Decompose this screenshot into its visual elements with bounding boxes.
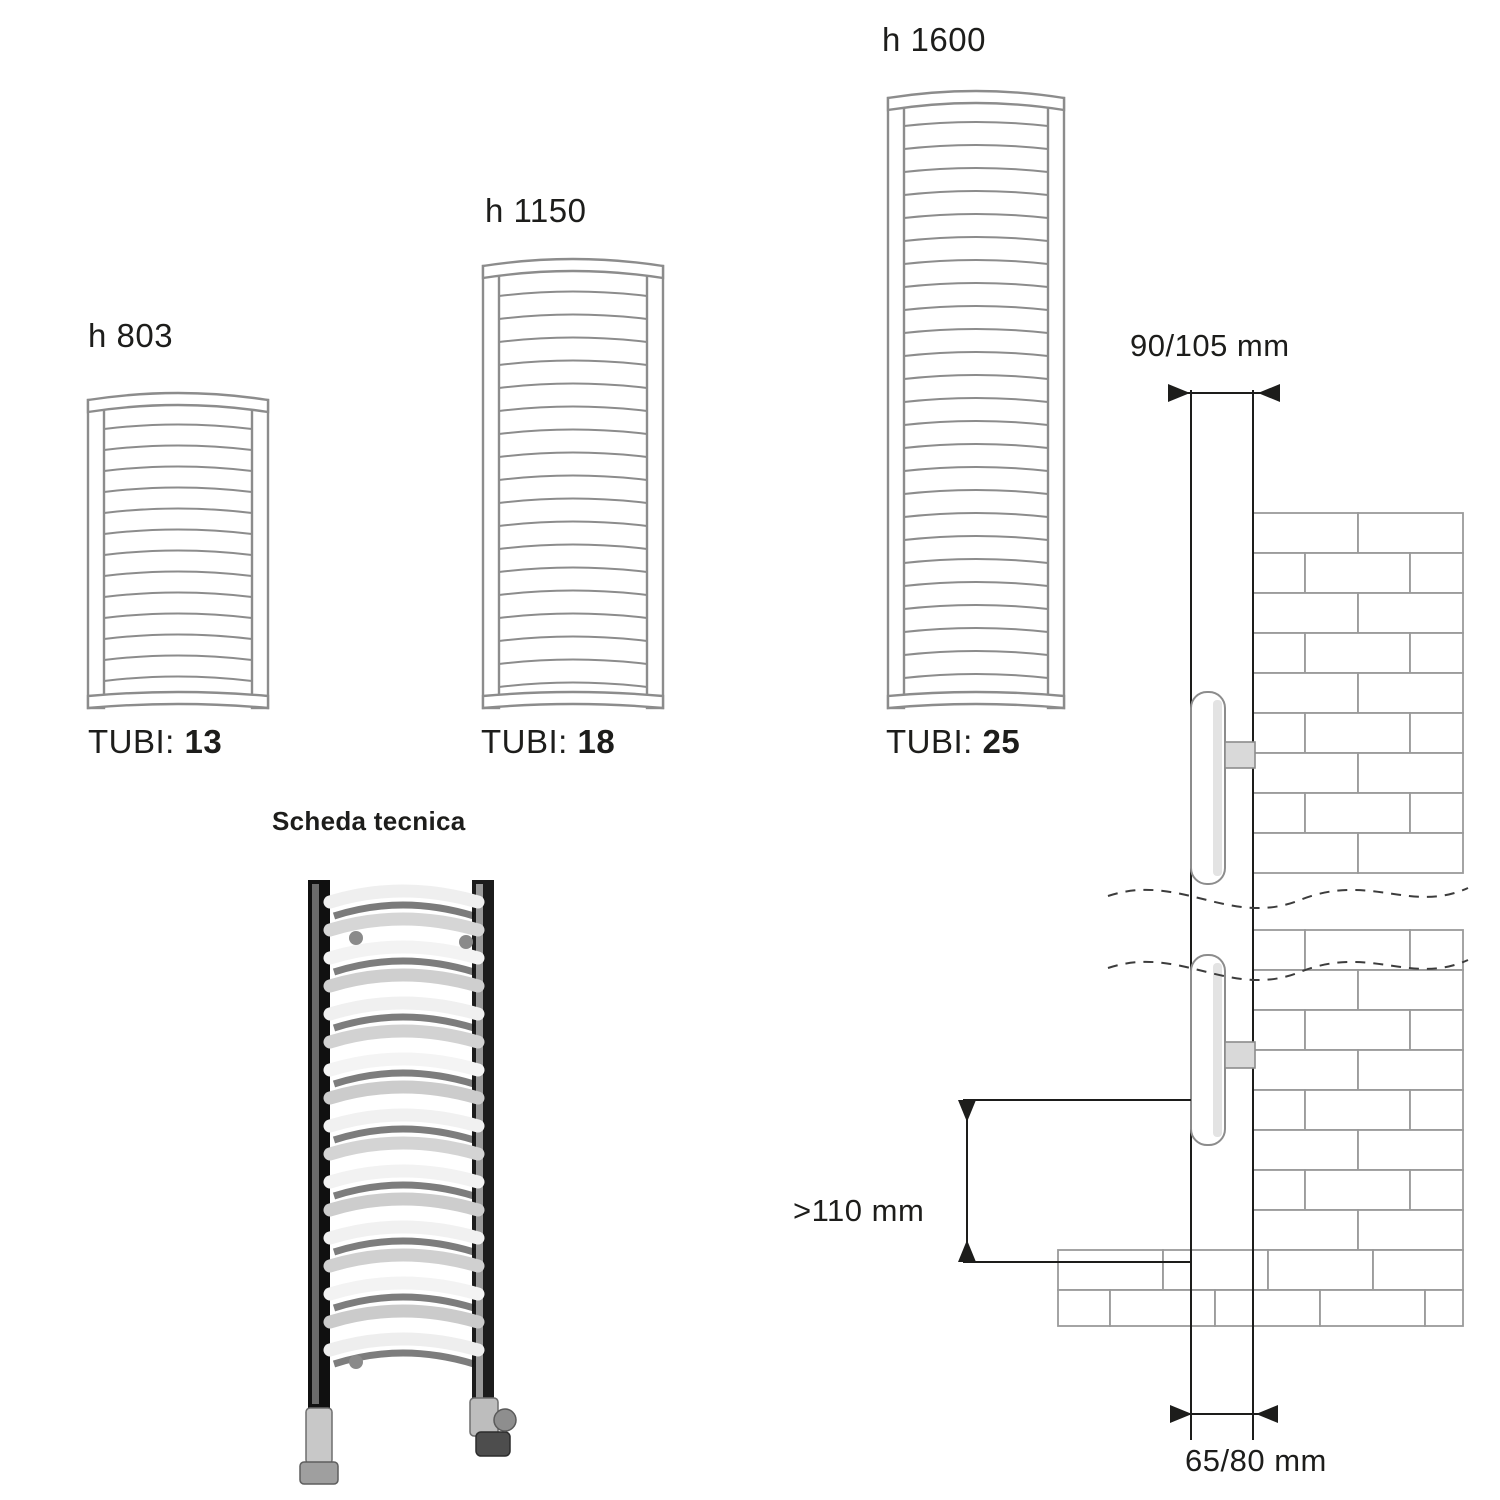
scheda-tecnica-label: Scheda tecnica [272, 806, 466, 836]
wall-bracket-upper [1225, 742, 1255, 768]
tubi-prefix-18: TUBI: [481, 723, 568, 760]
tubi-count-18: 18 [577, 723, 616, 760]
radiator-803 [88, 393, 268, 708]
radiator-valve-right [470, 1398, 516, 1456]
dimension-floor-clearance-label: >110 mm [793, 1193, 925, 1228]
wall-brickwork [1058, 513, 1463, 1326]
dimension-wall-offset [1168, 384, 1280, 402]
wall-bracket-lower [1225, 1042, 1255, 1068]
tubi-prefix-13: TUBI: [88, 723, 175, 760]
dimension-bracket-spacing-label: 65/80 mm [1185, 1443, 1327, 1478]
height-label-1600: h 1600 [882, 21, 986, 58]
dimension-floor-clearance [958, 1100, 1191, 1262]
tubi-prefix-25: TUBI: [886, 723, 973, 760]
height-label-1150: h 1150 [485, 192, 587, 229]
tubi-count-13: 13 [184, 723, 223, 760]
dimension-wall-offset-label: 90/105 mm [1130, 328, 1290, 363]
tubi-count-25: 25 [982, 723, 1021, 760]
radiator-1150 [483, 259, 663, 708]
dimension-bracket-spacing [1170, 1405, 1278, 1423]
scheda-tecnica-radiator [300, 880, 516, 1484]
radiator-valve-left [300, 1408, 338, 1484]
radiator-1600 [888, 91, 1064, 708]
pipe-upper [1191, 692, 1225, 884]
pipe-lower [1191, 955, 1225, 1145]
height-label-803: h 803 [88, 317, 174, 354]
